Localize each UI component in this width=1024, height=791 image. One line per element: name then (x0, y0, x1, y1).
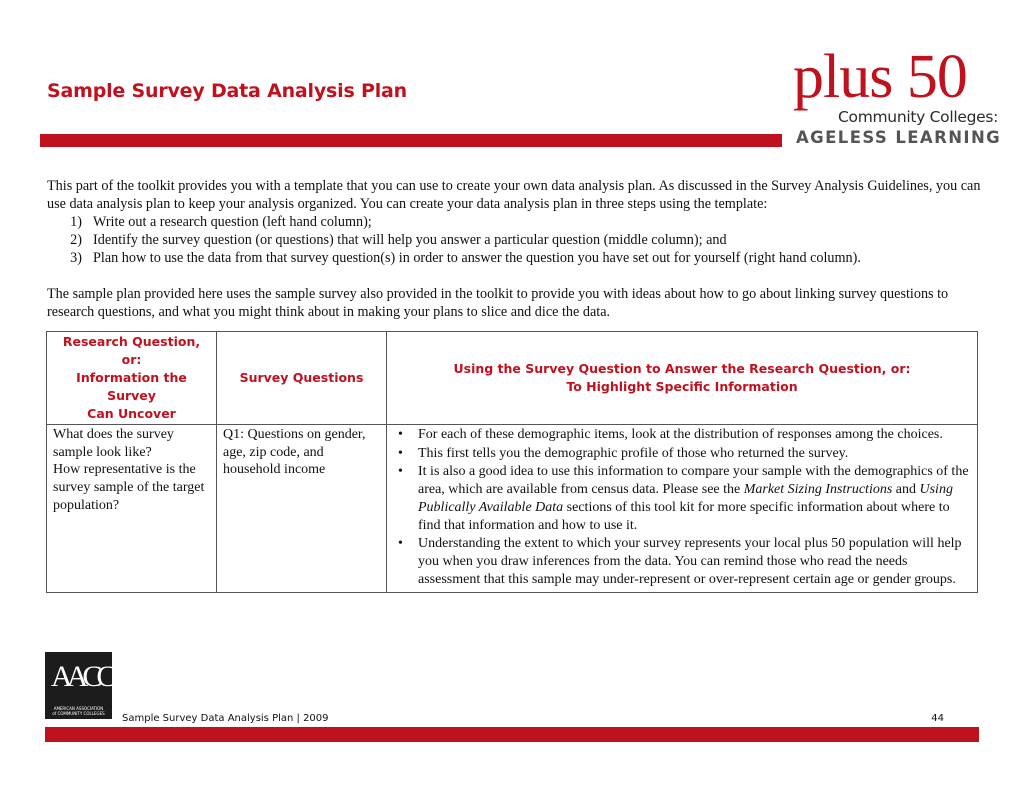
logo-tagline: AGELESS LEARNING (796, 128, 1002, 147)
logo-plus50: plus 50 (793, 43, 967, 111)
page-number: 44 (931, 713, 944, 724)
footer-text: Sample Survey Data Analysis Plan | 2009 (122, 713, 329, 724)
step-number: 2) (70, 232, 82, 248)
plus50-logo (790, 43, 1002, 150)
header-using-line2: To Highlight Specific Information (566, 379, 798, 394)
step-item (47, 213, 982, 231)
intro-section (47, 177, 982, 267)
steps-list (47, 213, 982, 267)
header-using-survey (387, 332, 978, 425)
intro-paragraph: This part of the toolkit provides you with a template that you can use to create your own data analysis plan. As discussed in the Survey Analysis Guidelines, you can use data analysis plan to keep your analysis organized. You can create your data analysis plan in three steps using the template: (47, 178, 981, 212)
step-text: Identify the survey question (or questions) that will help you answer a particular question (middle column); and (93, 232, 727, 248)
guidance-item: • This first tells you the demographic profile of those who returned the survey. (393, 445, 972, 463)
step-text: Write out a research question (left hand column); (93, 214, 372, 230)
guidance-item: • Understanding the extent to which your survey represents your local plus 50 population will help you when you draw inferences from the data. You can remind those who read the needs assessment that this sample may under-represent or over-represent certain age or gender groups. (393, 535, 972, 588)
header-research-question (47, 332, 217, 425)
step-number: 1) (70, 214, 82, 230)
research-question-1: What does the survey sample look like? (53, 427, 174, 460)
market-sizing-link-text: Market Sizing Instructions (743, 482, 893, 498)
guidance-item: • For each of these demographic items, look at the distribution of responses among the choices. (393, 426, 972, 444)
research-question-2: How representative is the survey sample of the target population? (53, 462, 205, 513)
table-row (47, 425, 978, 593)
using-survey-cell (387, 425, 978, 593)
table-header-row (47, 332, 978, 425)
step-number: 3) (70, 250, 82, 266)
aacc-mark: AACC (51, 660, 111, 693)
header-using-line1: Using the Survey Question to Answer the Research Question, or: (453, 361, 911, 376)
header-research-line1: Research Question, or: (62, 334, 201, 367)
survey-question-cell: Q1: Questions on gender, age, zip code, and household income (217, 425, 387, 593)
header-survey-questions: Survey Questions (217, 332, 387, 425)
research-question-cell (47, 425, 217, 593)
aacc-caption: AMERICAN ASSOCIATION of COMMUNITY COLLEGES (52, 706, 105, 716)
page-title: Sample Survey Data Analysis Plan (47, 80, 407, 102)
step-item (47, 231, 982, 249)
footer-rule (45, 727, 979, 742)
sample-plan-paragraph: The sample plan provided here uses the sample survey also provided in the toolkit to provide you with ideas about how to go about linking survey questions to research questions, and what you might think about in making your plans to slice and dice the data. (47, 286, 949, 320)
public-data-link-text: Using Publically Available Data (418, 482, 953, 515)
step-item (47, 249, 982, 267)
step-text: Plan how to use the data from that survey question(s) in order to answer the question you have set out for yourself (right hand column). (93, 250, 861, 266)
header-research-line2: Information the Survey (76, 370, 187, 403)
guidance-list (393, 426, 972, 588)
title-rule (40, 134, 782, 147)
aacc-logo (45, 652, 112, 719)
analysis-plan-table (46, 331, 978, 593)
header-research-line3: Can Uncover (87, 406, 176, 421)
guidance-item: • It is also a good idea to use this information to compare your sample with the demographics of the area, which are available from census data. Please see the Market Sizing Instructions and Using Publically Available Data sections of this tool kit for more specific information about where to find that information and how to use it. (393, 463, 972, 534)
logo-subtitle: Community Colleges: (838, 108, 999, 126)
